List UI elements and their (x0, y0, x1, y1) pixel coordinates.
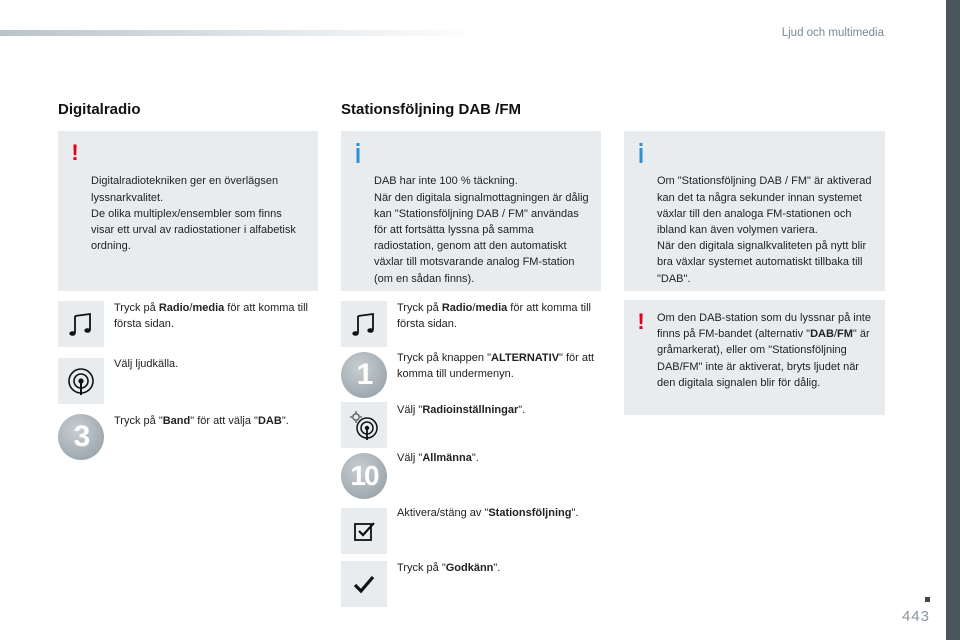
digitalradio-step-1: Tryck på Radio/media för att komma till första sidan. (114, 302, 308, 330)
checkmark-icon (341, 561, 387, 607)
digitalradio-warning-box (58, 131, 318, 291)
header-gradient-bar (0, 30, 480, 36)
stationsfoljning-info-box-2 (624, 131, 885, 291)
stationsfoljning-info-box-1 (341, 131, 601, 291)
info-icon (634, 143, 648, 163)
checkbox-toggle-icon (341, 508, 387, 554)
digitalradio-heading: Digitalradio (58, 101, 141, 118)
stationsfoljning-warning-text: Om den DAB-station som du lyssnar på inte finns på FM-bandet (alternativ "DAB/FM" är gråmarkerat), eller om "Stationsföljning DAB/FM" inte är aktiverat, bryts ljudet när den digitala signalen blir för dålig. (657, 312, 871, 389)
music-note-icon (341, 301, 387, 347)
stationsfoljning-warning-box (624, 300, 885, 415)
stationsfoljning-info-text-1: DAB har inte 100 % täckning. När den digitala signalmottagningen är dålig kan "Stationsföljning DAB / FM" användas för att fortsätta lyssna på samma radiostation, genom att den automatiskt växlar till motsvarande analog FM-station (om en sådan finns). (374, 175, 589, 285)
page-number: 443 (901, 608, 930, 625)
stationsfoljning-info-text-2: Om "Stationsföljning DAB / FM" är aktiverad kan det ta några sekunder innan systemet växlar till den analoga FM-stationen och ibland kan även volymen variera. När den digitala signalkvaliteten på nytt blir bra växlar systemet automatiskt tillbaka till "DAB". (657, 175, 872, 285)
warning-icon: ! (71, 139, 79, 165)
section-title: Ljud och multimedia (781, 27, 884, 39)
digitalradio-step-3: Tryck på "Band" för att välja "DAB". (114, 415, 289, 427)
stationsfoljning-heading: Stationsföljning DAB /FM (341, 101, 521, 118)
page-dot (925, 597, 930, 602)
digitalradio-warning-text: Digitalradiotekniken ger en överlägsen lyssnarkvalitet. De olika multiplex/ensembler som finns visar ett urval av radiostationer i alfabetisk ordning. (91, 175, 296, 253)
stationsfoljning-step-3: Välj "Radioinställningar". (397, 404, 526, 416)
stationsfoljning-step-5: Aktivera/stäng av "Stationsföljning". (397, 507, 579, 519)
warning-icon: ! (637, 308, 645, 334)
step-number-10: 10 (341, 453, 387, 499)
digitalradio-step-2: Välj ljudkälla. (114, 358, 179, 370)
radio-source-icon (58, 358, 104, 404)
info-icon (351, 143, 365, 163)
stationsfoljning-step-6: Tryck på "Godkänn". (397, 562, 501, 574)
radio-settings-icon (341, 402, 387, 448)
music-note-icon (58, 301, 104, 347)
stationsfoljning-step-4: Välj "Allmänna". (397, 452, 479, 464)
step-number-1: 1 (341, 352, 387, 398)
stationsfoljning-step-2: Tryck på knappen "ALTERNATIV" för att komma till undermenyn. (397, 352, 595, 380)
stationsfoljning-step-1: Tryck på Radio/media för att komma till första sidan. (397, 302, 591, 330)
page-edge-strip (946, 0, 960, 640)
step-number-3: 3 (58, 414, 104, 460)
